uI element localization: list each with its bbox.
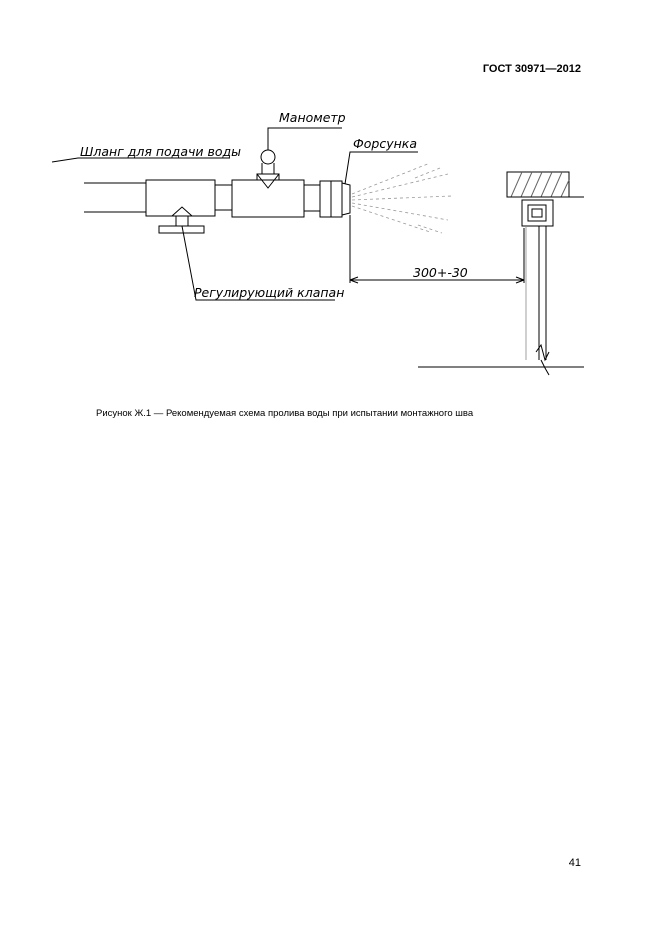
manometer-label: Манометр [279,110,346,125]
valve-body [146,180,232,233]
water-spray-scheme-diagram [0,0,661,400]
hose-pipe [84,183,146,212]
nozzle-label: Форсунка [353,136,417,151]
document-header: ГОСТ 30971—2012 [482,63,581,75]
nozzle [320,181,350,217]
manometer-tee [232,150,320,217]
hose-label: Шланг для подачи воды [80,144,241,159]
page-number: 41 [568,857,581,869]
spray-cone [352,163,452,233]
dimension-label: 300+-30 [413,265,468,280]
valve-label: Регулирующий клапан [194,285,345,300]
figure-caption: Рисунок Ж.1 — Рекомендуемая схема пролива воды при испытании монтажного шва [96,408,474,419]
